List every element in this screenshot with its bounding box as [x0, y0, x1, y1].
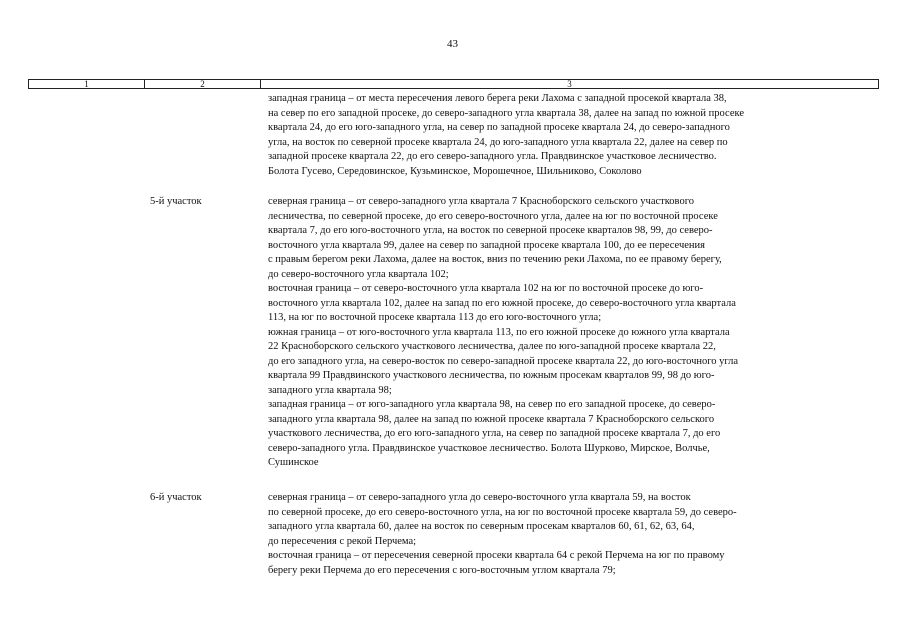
text-line: южная граница – от юго-восточного угла квартала 113, по его южной просеке до южного угла квартала: [268, 326, 730, 338]
table-header-row: [28, 79, 879, 89]
section-text: [268, 491, 868, 578]
text-line: угла, на восток по северной просеке квартала 24, до юго-западного угла квартала 22, далее на север по: [268, 136, 728, 148]
text-line: лесничества, по северной просеке, до его северо-восточного угла, далее на юг по восточной просеке: [268, 210, 718, 222]
text-line: Сушинское: [268, 457, 319, 468]
text-line: восточная граница – от пересечения северной просеки квартала 64 с рекой Перчема на юг по правому: [268, 550, 725, 561]
section-text: [268, 195, 868, 471]
text-line: западная граница – от юго-западного угла квартала 98, на север по его западной просеке, до северо-: [268, 399, 716, 410]
text-line: до северо-восточного угла квартала 102;: [268, 268, 449, 280]
text-line: участкового лесничества, до его юго-западного угла, на север по западной просеке квартала 7, до его: [268, 428, 721, 439]
section-label: 6-й участок: [150, 492, 202, 503]
text-line: квартала 24, до его юго-западного угла, на север по западной просеке квартала 24, до северо-западного: [268, 122, 730, 133]
text-line: северо-западного угла. Правдвинское участковое лесничество. Болота Шурково, Мирское, Волчье,: [268, 442, 710, 454]
section-text: [268, 92, 868, 179]
text-line: квартала 99 Правдвинского участкового лесничества, по южным просекам кварталов 99, 98 до юго-: [268, 370, 715, 381]
text-line: по северной просеке, до его северо-восточного угла, на юг по восточной просеке квартала 59, до северо-: [268, 506, 737, 518]
text-line: квартала 7, до его юго-восточного угла, на восток по северной просеке кварталов 98, 99, до северо-: [268, 225, 713, 236]
text-line: 113, на юг по восточной просеке квартала 113 до его юго-восточного угла;: [268, 312, 602, 323]
column-header-1: 1: [29, 80, 145, 88]
text-line: северная граница – от северо-западного угла квартала 7 Красноборского сельского участкового: [268, 196, 694, 207]
page-number: 43: [447, 38, 458, 50]
text-line: с правым берегом реки Лахома, далее на восток, вниз по течению реки Лахома, по ее правому берегу,: [268, 254, 722, 265]
text-line: Болота Гусево, Середовинское, Кузьминское, Морошечное, Шильниково, Соколово: [268, 165, 642, 177]
text-line: 22 Красноборского сельского участкового лесничества, далее по юго-западной просеке квартала 22,: [268, 341, 716, 352]
text-line: западная граница – от места пересечения левого берега реки Лахома с западной просекой квартала 38,: [268, 93, 727, 104]
text-line: восточная граница – от северо-восточного угла квартала 102 на юг по восточной просеке до юго-: [268, 283, 704, 294]
column-header-3: 3: [567, 79, 572, 89]
text-line: западного угла квартала 98, далее на запад по южной просеке квартала 7 Красноборского сельского: [268, 413, 715, 425]
text-line: восточного угла квартала 99, далее на север по западной просеке квартала 100, до ее пересечения: [268, 239, 705, 251]
text-line: западной просеке квартала 22, до его северо-западного угла. Правдвинское участковое лесничество.: [268, 151, 717, 162]
text-line: на север по его западной просеке, до северо-западного угла квартала 38, далее на запад по южной просеке: [268, 107, 745, 119]
text-line: до его западного угла, на северо-восток по северо-западной просеке квартала 22, до юго-восточного угла: [268, 355, 739, 367]
text-line: западного угла квартала 60, далее на восток по северным просекам кварталов 60, 61, 62, 63, 64,: [268, 521, 695, 532]
text-line: до пересечения с рекой Перчема;: [268, 535, 417, 547]
text-line: берегу реки Перчема до его пересечения с юго-восточным углом квартала 79;: [268, 564, 616, 576]
column-header-2: 2: [145, 80, 261, 88]
section-label: 5-й участок: [150, 196, 202, 207]
text-line: восточного угла квартала 102, далее на запад по его южной просеке, до северо-восточного угла квартала: [268, 297, 736, 309]
text-line: северная граница – от северо-западного угла до северо-восточного угла квартала 59, на восток: [268, 492, 691, 503]
text-line: западного угла квартала 98;: [268, 384, 392, 396]
